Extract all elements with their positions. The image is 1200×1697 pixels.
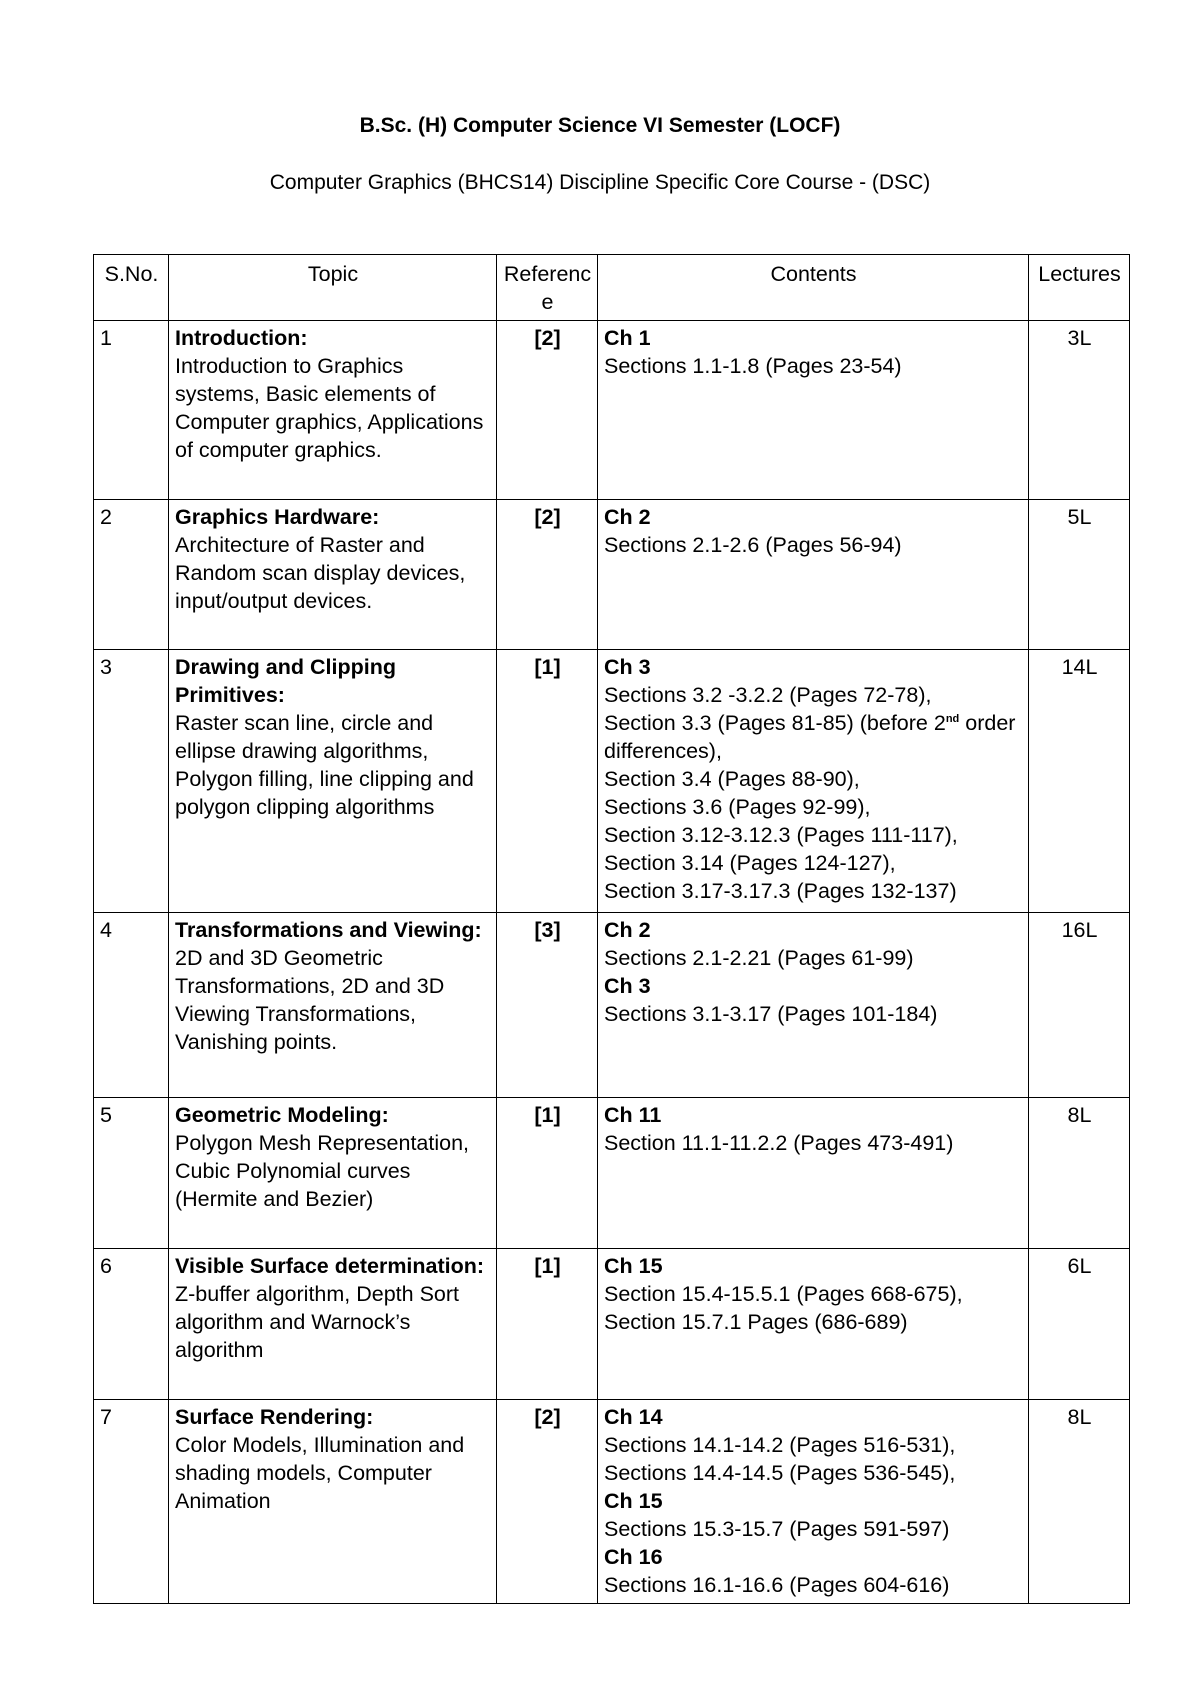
section-line <box>604 1280 1023 1308</box>
column-header-topic: Topic <box>169 255 497 321</box>
cell-lectures: 8L <box>1029 1400 1130 1604</box>
cell-reference: [2] <box>497 321 598 500</box>
cell-lectures: 3L <box>1029 321 1130 500</box>
cell-reference: [2] <box>497 500 598 650</box>
section-line <box>604 1571 1023 1599</box>
section-line <box>604 944 1023 972</box>
cell-lectures: 14L <box>1029 650 1130 913</box>
section-line <box>604 531 1023 559</box>
topic-title: Drawing and Clipping Primitives: <box>175 655 396 707</box>
section-text: Sections 2.1-2.6 (Pages 56-94) <box>604 533 902 557</box>
topic-description: Color Models, Illumination and shading models, Computer Animation <box>175 1433 465 1513</box>
section-text: Sections 15.3-15.7 (Pages 591-597) <box>604 1517 950 1541</box>
syllabus-table <box>93 254 1130 1604</box>
section-line <box>604 681 1023 709</box>
topic-description: Polygon Mesh Representation, Cubic Polynomial curves (Hermite and Bezier) <box>175 1131 470 1211</box>
cell-sno: 6 <box>94 1249 169 1400</box>
cell-lectures: 6L <box>1029 1249 1130 1400</box>
superscript-ordinal: nd <box>945 712 960 725</box>
topic-description: 2D and 3D Geometric Transformations, 2D and 3D Viewing Transformations, Vanishing points. <box>175 946 445 1054</box>
topic-description: Architecture of Raster and Random scan display devices, input/output devices. <box>175 533 466 613</box>
cell-reference: [2] <box>497 1400 598 1604</box>
section-text: Section 3.12-3.12.3 (Pages 111-117), <box>604 823 958 847</box>
cell-reference: [3] <box>497 913 598 1098</box>
topic-description: Z-buffer algorithm, Depth Sort algorithm and Warnock’s algorithm <box>175 1282 460 1362</box>
section-line <box>604 821 1023 849</box>
chapter-heading: Ch 15 <box>604 1489 663 1513</box>
cell-sno: 7 <box>94 1400 169 1604</box>
section-text: Sections 1.1-1.8 (Pages 23-54) <box>604 354 902 378</box>
cell-sno: 2 <box>94 500 169 650</box>
cell-contents <box>598 913 1029 1098</box>
chapter-heading: Ch 2 <box>604 505 651 529</box>
cell-topic <box>169 321 497 500</box>
section-text: Section 15.7.1 Pages (686-689) <box>604 1310 908 1334</box>
cell-contents <box>598 1249 1029 1400</box>
section-line <box>604 709 1023 765</box>
chapter-heading: Ch 1 <box>604 326 651 350</box>
cell-lectures: 8L <box>1029 1098 1130 1249</box>
topic-title: Geometric Modeling: <box>175 1103 389 1127</box>
cell-contents <box>598 1400 1029 1604</box>
topic-description: Introduction to Graphics systems, Basic elements of Computer graphics, Applications of computer graphics. <box>175 354 484 462</box>
chapter-heading: Ch 16 <box>604 1545 663 1569</box>
section-text: Section 11.1-11.2.2 (Pages 473-491) <box>604 1131 954 1155</box>
cell-reference: [1] <box>497 650 598 913</box>
cell-topic <box>169 500 497 650</box>
section-text: Sections 3.6 (Pages 92-99), <box>604 795 871 819</box>
chapter-heading: Ch 3 <box>604 655 651 679</box>
section-text: Sections 2.1-2.21 (Pages 61-99) <box>604 946 914 970</box>
section-line <box>604 1308 1023 1336</box>
cell-sno: 3 <box>94 650 169 913</box>
topic-title: Graphics Hardware: <box>175 505 380 529</box>
chapter-heading: Ch 15 <box>604 1254 663 1278</box>
cell-sno: 4 <box>94 913 169 1098</box>
topic-title: Visible Surface determination: <box>175 1254 485 1278</box>
section-text: Sections 14.4-14.5 (Pages 536-545), <box>604 1461 956 1485</box>
table-row <box>94 321 1130 500</box>
column-header-lectures: Lectures <box>1029 255 1130 321</box>
cell-lectures: 16L <box>1029 913 1130 1098</box>
table-row <box>94 650 1130 913</box>
section-text: Section 3.17-3.17.3 (Pages 132-137) <box>604 879 957 903</box>
section-line <box>604 877 1023 905</box>
section-text: Section 3.3 (Pages 81-85) (before 2 <box>604 711 946 735</box>
table-row <box>94 1098 1130 1249</box>
section-text: Sections 14.1-14.2 (Pages 516-531), <box>604 1433 956 1457</box>
page-title: B.Sc. (H) Computer Science VI Semester (LOCF) <box>359 114 841 137</box>
cell-reference: [1] <box>497 1249 598 1400</box>
cell-topic <box>169 1249 497 1400</box>
section-line <box>604 352 1023 380</box>
section-line <box>604 1515 1023 1543</box>
section-line <box>604 765 1023 793</box>
cell-reference: [1] <box>497 1098 598 1249</box>
table-row <box>94 500 1130 650</box>
chapter-heading: Ch 11 <box>604 1103 662 1127</box>
chapter-heading: Ch 3 <box>604 974 651 998</box>
cell-contents <box>598 321 1029 500</box>
section-text: Sections 16.1-16.6 (Pages 604-616) <box>604 1573 950 1597</box>
chapter-heading: Ch 2 <box>604 918 651 942</box>
column-header-reference: Reference <box>497 255 598 321</box>
cell-lectures: 5L <box>1029 500 1130 650</box>
chapter-heading: Ch 14 <box>604 1405 663 1429</box>
section-text: Section 15.4-15.5.1 (Pages 668-675), <box>604 1282 963 1306</box>
table-body <box>94 321 1130 1604</box>
table-row <box>94 1400 1130 1604</box>
section-line <box>604 1000 1023 1028</box>
cell-sno: 5 <box>94 1098 169 1249</box>
cell-contents <box>598 500 1029 650</box>
section-line <box>604 1459 1023 1487</box>
cell-topic <box>169 650 497 913</box>
cell-topic <box>169 1400 497 1604</box>
page-subtitle: Computer Graphics (BHCS14) Discipline Specific Core Course - (DSC) <box>269 171 931 194</box>
section-line <box>604 849 1023 877</box>
topic-title: Transformations and Viewing: <box>175 918 482 942</box>
column-header-contents: Contents <box>598 255 1029 321</box>
topic-description: Raster scan line, circle and ellipse drawing algorithms, Polygon filling, line clipping and polygon clipping algorithms <box>175 711 474 819</box>
table-row <box>94 913 1130 1098</box>
section-text: Sections 3.1-3.17 (Pages 101-184) <box>604 1002 938 1026</box>
section-text: Section 3.4 (Pages 88-90), <box>604 767 860 791</box>
table-header-row <box>94 255 1130 321</box>
cell-contents <box>598 650 1029 913</box>
section-text: Sections 3.2 -3.2.2 (Pages 72-78), <box>604 683 932 707</box>
column-header-sno: S.No. <box>94 255 169 321</box>
section-text-continued: order differences), <box>604 711 1016 763</box>
section-line <box>604 1431 1023 1459</box>
cell-contents <box>598 1098 1029 1249</box>
section-line <box>604 793 1023 821</box>
topic-title: Introduction: <box>175 326 308 350</box>
cell-topic <box>169 1098 497 1249</box>
table-row <box>94 1249 1130 1400</box>
section-text: Section 3.14 (Pages 124-127), <box>604 851 896 875</box>
cell-topic <box>169 913 497 1098</box>
cell-sno: 1 <box>94 321 169 500</box>
topic-title: Surface Rendering: <box>175 1405 374 1429</box>
section-line <box>604 1129 1023 1157</box>
